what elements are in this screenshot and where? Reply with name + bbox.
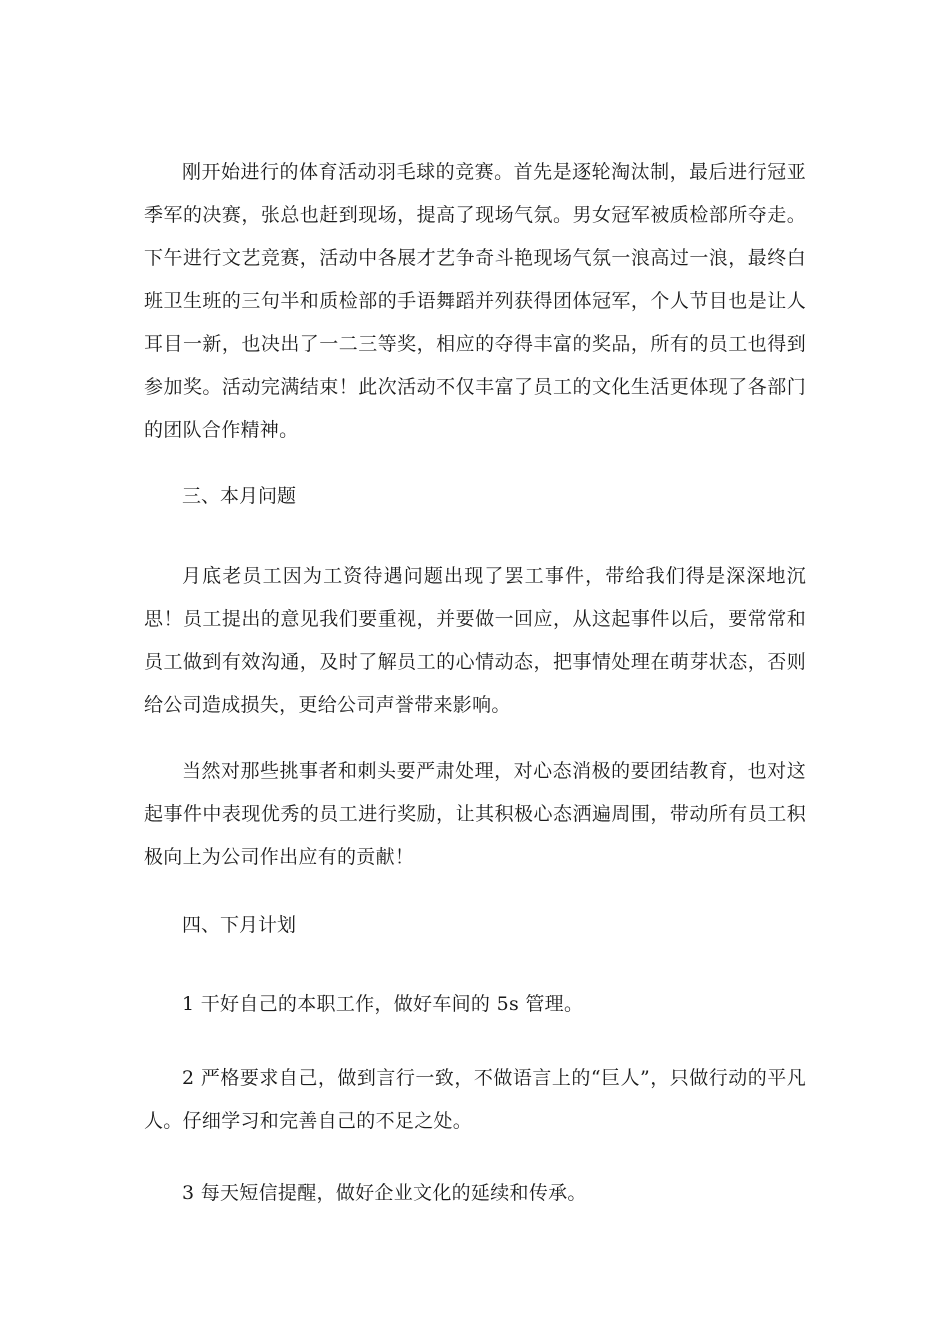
activity-paragraph: 刚开始进行的体育活动羽毛球的竞赛。首先是逐轮淘汰制，最后进行冠亚季军的决赛，张总也赶到现场，提高了现场气氛。男女冠军被质检部所夺走。下午进行文艺竞赛，活动中各展才艺争奇斗艳现场气氛一浪高过一浪，最终白班卫生班的三句半和质检部的手语舞蹈并列获得团体冠军，个人节目也是让人耳目一新，也决出了一二三等奖，相应的夺得丰富的奖品，所有的员工也得到参加奖。活动完满结束！此次活动不仅丰富了员工的文化生活更体现了各部门的团队合作精神。 <box>144 161 806 441</box>
plan-item-2: 2 严格要求自己，做到言行一致，不做语言上的“巨人”，只做行动的平凡人。仔细学习和完善自己的不足之处。 <box>144 1067 806 1132</box>
problem-paragraph-1: 月底老员工因为工资待遇问题出现了罢工事件，带给我们得是深深地沉思！员工提出的意见我们要重视，并要做一回应，从这起事件以后，要常常和员工做到有效沟通，及时了解员工的心情动态，把事情处理在萌芽状态，否则给公司造成损失，更给公司声誉带来影响。 <box>144 565 806 716</box>
plan-item-1: 1 干好自己的本职工作，做好车间的 5s 管理。 <box>182 993 584 1015</box>
plan-item-3: 3 每天短信提醒，做好企业文化的延续和传承。 <box>182 1182 587 1204</box>
problem-paragraph-2: 当然对那些挑事者和刺头要严肃处理，对心态消极的要团结教育，也对这起事件中表现优秀的员工进行奖励，让其积极心态洒遍周围，带动所有员工积极向上为公司作出应有的贡献！ <box>144 760 806 868</box>
section-heading-problems: 三、本月问题 <box>182 485 297 507</box>
section-heading-plan: 四、下月计划 <box>182 914 297 936</box>
